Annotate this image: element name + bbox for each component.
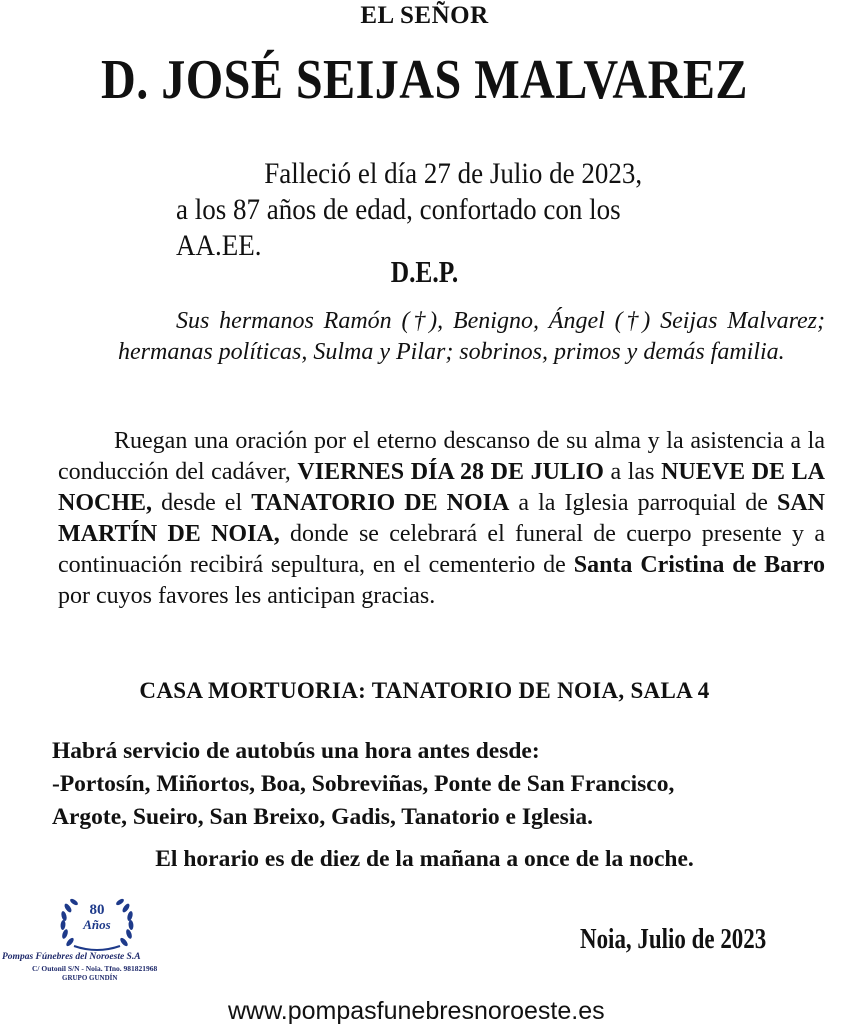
bus-service <box>52 735 849 834</box>
badge-word: Años <box>83 917 111 932</box>
family-text: Sus hermanos Ramón (†), Benigno, Ángel (†) Seijas Malvarez; hermanas políticas, Sulma y Pilar; sobrinos, primos y demás familia. <box>118 308 825 365</box>
company-address: C/ Outonil S/N - Noia. Tfno. 981821968 <box>32 964 158 973</box>
bus-line-1: Habrá servicio de autobús una hora antes desde: <box>52 738 540 764</box>
request-text-4: a la Iglesia parroquial de <box>509 490 777 516</box>
request-text-1: Ruegan una oración por el eterno descanso de su alma y la asistencia a la conducción del cadáver, <box>58 428 825 485</box>
family-paragraph <box>118 306 825 368</box>
casa-mortuoria: CASA MORTUORIA: TANATORIO DE NOIA, SALA 4 <box>139 678 710 703</box>
badge-text <box>52 902 142 931</box>
request-origin: TANATORIO DE NOIA <box>251 490 510 516</box>
request-church: SAN MARTÍN DE NOIA, <box>58 490 825 547</box>
bus-line-2: -Portosín, Miñortos, Boa, Sobreviñas, Ponte de San Francisco, <box>52 771 675 797</box>
request-cemetery: Santa Cristina de Barro <box>573 552 825 578</box>
request-paragraph <box>58 426 825 612</box>
request-text-5: donde se celebrará el funeral de cuerpo presente y a continuación recibirá sepultura, en el cementerio de <box>58 521 825 578</box>
website-url: www.pompasfunebresnoroeste.es <box>228 997 605 1025</box>
death-line-2: a los 87 años de edad, confortado con los AA.EE. <box>176 193 621 262</box>
company-group: GRUPO GUNDÍN <box>62 974 118 982</box>
place-date: Noia, Julio de 2023 <box>580 924 767 955</box>
death-line-1: Falleció el día 27 de Julio de 2023, <box>264 157 643 190</box>
schedule-note: El horario es de diez de la mañana a once de la noche. <box>155 846 694 872</box>
heading-title: EL SEÑOR <box>360 2 489 29</box>
company-name: Pompas Fúnebres del Noroeste S.A <box>2 952 141 962</box>
request-text-6: por cuyos favores les anticipan gracias. <box>58 583 436 609</box>
bus-line-3: Argote, Sueiro, San Breixo, Gadis, Tanatorio e Iglesia. <box>52 804 593 830</box>
request-text-2: a las <box>603 459 662 485</box>
request-text-3: desde el <box>152 490 252 516</box>
request-date: VIERNES DÍA 28 DE JULIO <box>297 459 604 485</box>
dep-label: D.E.P. <box>390 254 459 289</box>
badge-number: 80 <box>89 902 105 918</box>
company-logo <box>2 896 182 990</box>
death-notice <box>140 156 698 264</box>
deceased-name: D. JOSÉ SEIJAS MALVAREZ <box>101 49 748 111</box>
request-time: NUEVE DE LA NOCHE, <box>58 459 825 516</box>
